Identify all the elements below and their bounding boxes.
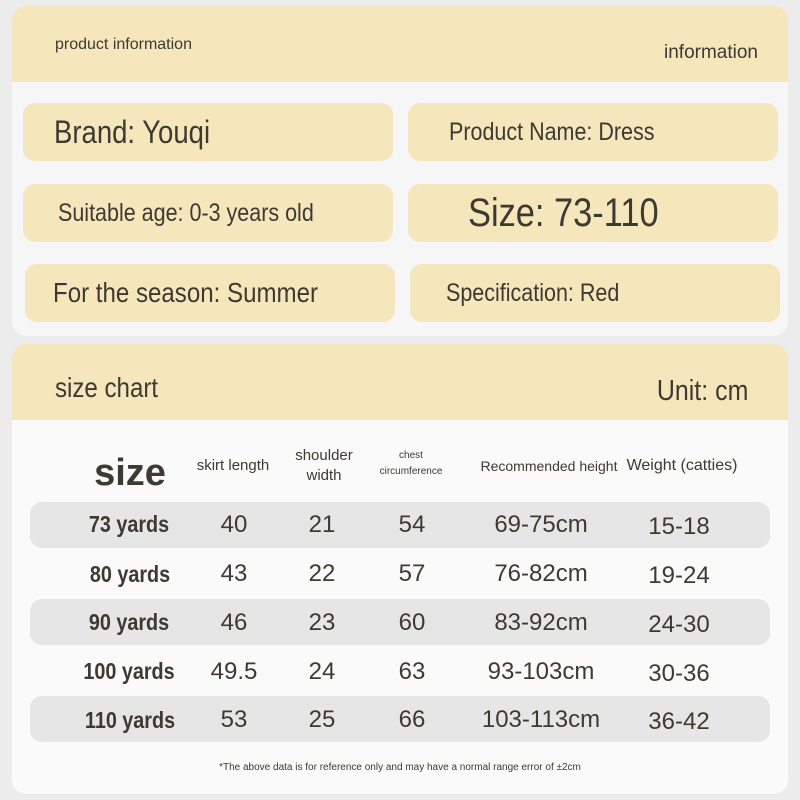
table-cell-height: 83-92cm [494, 609, 588, 636]
table-cell-skirt-length: 46 [220, 609, 248, 636]
size-chart-header [12, 344, 788, 420]
product-name-pill [408, 103, 778, 161]
disclaimer-footnote: *The above data is for reference only and may have a normal range error of ±2cm [219, 762, 581, 773]
suitable-age-pill [23, 184, 393, 242]
table-cell-shoulder-width: 23 [308, 609, 336, 636]
table-cell-height: 93-103cm [487, 658, 595, 685]
table-cell-weight: 36-42 [648, 708, 710, 735]
table-cell-chest: 60 [398, 609, 426, 636]
table-cell-shoulder-width: 22 [308, 560, 336, 587]
column-header-size: size [94, 452, 166, 494]
table-row-size: 80 yards [89, 561, 171, 587]
size-range-text: Size: 73-110 [468, 190, 659, 235]
table-row-size: 73 yards [88, 511, 170, 537]
table-cell-skirt-length: 40 [220, 511, 248, 538]
size-chart-card [12, 344, 788, 794]
brand-text: Brand: Youqi [54, 113, 211, 150]
table-row-size: 100 yards [83, 658, 175, 684]
table-cell-weight: 24-30 [648, 611, 710, 638]
table-cell-weight: 15-18 [648, 513, 710, 540]
column-header-weight: Weight (catties) [626, 457, 738, 474]
specification-pill [410, 264, 780, 322]
table-cell-height: 76-82cm [494, 560, 588, 587]
size-chart-title: size chart [55, 372, 159, 403]
specification-text: Specification: Red [446, 278, 620, 307]
table-cell-shoulder-width: 25 [308, 706, 336, 733]
table-cell-shoulder-width: 24 [308, 658, 336, 685]
table-cell-height: 69-75cm [494, 511, 588, 538]
information-label: information [664, 42, 758, 63]
product-info-header [12, 6, 788, 82]
table-cell-shoulder-width: 21 [308, 511, 336, 538]
season-text: For the season: Summer [53, 277, 318, 308]
table-cell-weight: 19-24 [648, 562, 710, 589]
table-cell-skirt-length: 43 [220, 560, 248, 587]
table-cell-chest: 57 [398, 560, 426, 587]
table-cell-chest: 54 [398, 511, 426, 538]
table-cell-skirt-length: 53 [220, 706, 248, 733]
table-cell-chest: 63 [398, 658, 426, 685]
table-row-size: 90 yards [88, 609, 170, 635]
size-range-pill [408, 184, 778, 242]
table-cell-chest: 66 [398, 706, 426, 733]
product-name-text: Product Name: Dress [449, 117, 655, 146]
product-info-card [12, 6, 788, 336]
column-header-shoulder-width: shoulder width [295, 447, 353, 485]
suitable-age-text: Suitable age: 0-3 years old [58, 198, 314, 227]
brand-pill [23, 103, 393, 161]
table-cell-weight: 30-36 [648, 660, 710, 687]
table-cell-height: 103-113cm [481, 706, 601, 733]
unit-label: Unit: cm [656, 375, 748, 407]
table-row-size: 110 yards [84, 707, 176, 733]
table-cell-skirt-length: 49.5 [210, 658, 258, 685]
column-header-recommended-height: Recommended height [480, 458, 618, 474]
column-header-chest-circumference: chest circumference [379, 450, 443, 477]
season-pill [25, 264, 395, 322]
column-header-skirt-length: skirt length [196, 457, 270, 474]
product-info-title: product information [55, 36, 192, 53]
